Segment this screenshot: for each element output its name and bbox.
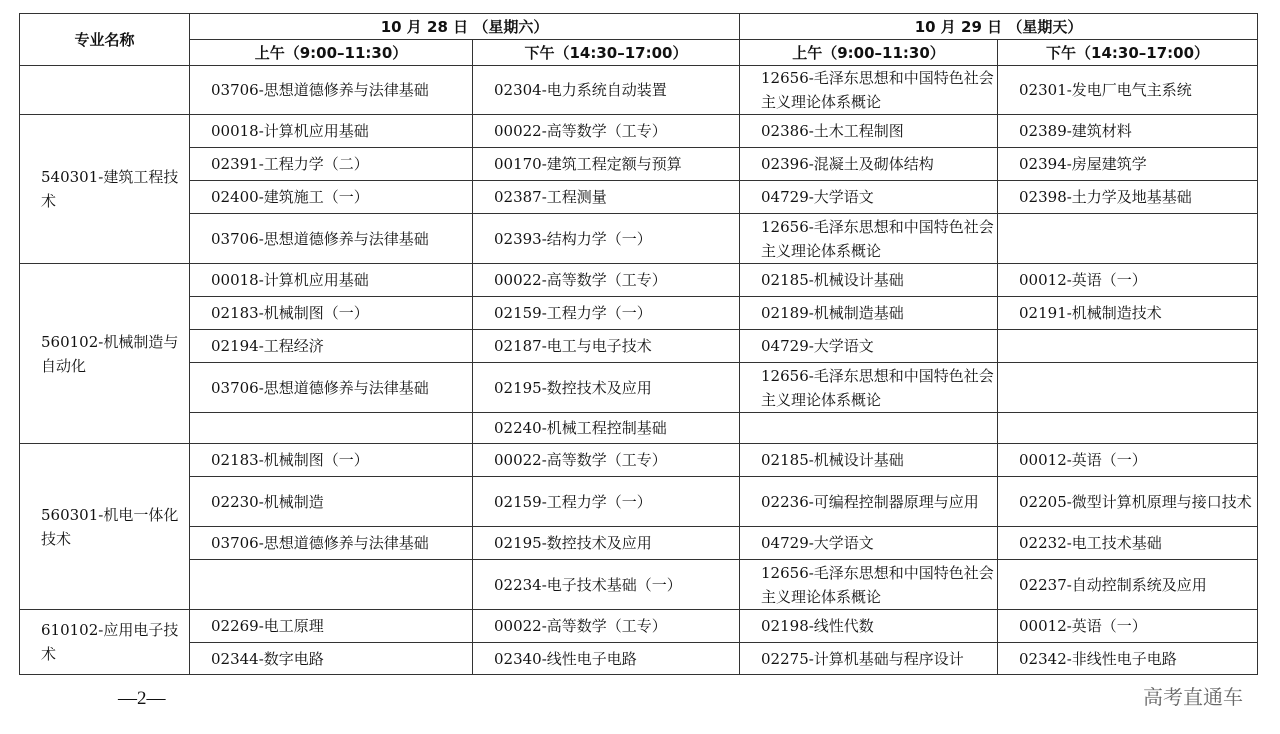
course-cell: 02394-房屋建筑学 xyxy=(998,148,1258,181)
course-cell: 02195-数控技术及应用 xyxy=(473,363,740,413)
course-cell: 02275-计算机基础与程序设计 xyxy=(740,643,998,675)
major-cell: 560102-机械制造与自动化 xyxy=(20,264,190,444)
course-cell: 02342-非线性电子电路 xyxy=(998,643,1258,675)
course-cell: 02159-工程力学（一） xyxy=(473,477,740,527)
course-cell: 02386-土木工程制图 xyxy=(740,115,998,148)
course-cell xyxy=(190,413,473,444)
course-cell: 00022-高等数学（工专） xyxy=(473,444,740,477)
course-cell: 02301-发电厂电气主系统 xyxy=(998,66,1258,115)
table-row xyxy=(20,66,1258,115)
course-cell: 02187-电工与电子技术 xyxy=(473,330,740,363)
day1-am-header: 上午（9:00–11:30） xyxy=(190,40,473,66)
table-row xyxy=(20,444,1258,477)
course-cell: 02185-机械设计基础 xyxy=(740,444,998,477)
table-row xyxy=(20,527,1258,560)
course-cell: 02237-自动控制系统及应用 xyxy=(998,560,1258,610)
course-cell: 00022-高等数学（工专） xyxy=(473,610,740,643)
day1-pm-header: 下午（14:30–17:00） xyxy=(473,40,740,66)
table-row xyxy=(20,148,1258,181)
major-cell: 560301-机电一体化技术 xyxy=(20,444,190,610)
course-cell: 12656-毛泽东思想和中国特色社会主义理论体系概论 xyxy=(740,214,998,264)
table-row xyxy=(20,477,1258,527)
course-cell: 02396-混凝土及砌体结构 xyxy=(740,148,998,181)
course-cell: 02344-数字电路 xyxy=(190,643,473,675)
table-row xyxy=(20,181,1258,214)
table-row xyxy=(20,214,1258,264)
course-cell: 02393-结构力学（一） xyxy=(473,214,740,264)
table-row xyxy=(20,610,1258,643)
course-cell: 00012-英语（一） xyxy=(998,444,1258,477)
course-cell: 02232-电工技术基础 xyxy=(998,527,1258,560)
course-cell: 02195-数控技术及应用 xyxy=(473,527,740,560)
course-cell: 02387-工程测量 xyxy=(473,181,740,214)
major-cell: 540301-建筑工程技术 xyxy=(20,115,190,264)
course-cell: 00012-英语（一） xyxy=(998,610,1258,643)
course-cell: 02230-机械制造 xyxy=(190,477,473,527)
course-cell: 00022-高等数学（工专） xyxy=(473,264,740,297)
course-cell: 02159-工程力学（一） xyxy=(473,297,740,330)
exam-schedule-table xyxy=(19,13,1258,675)
course-cell: 03706-思想道德修养与法律基础 xyxy=(190,527,473,560)
course-cell: 02389-建筑材料 xyxy=(998,115,1258,148)
course-cell: 02391-工程力学（二） xyxy=(190,148,473,181)
course-cell: 00022-高等数学（工专） xyxy=(473,115,740,148)
course-cell: 03706-思想道德修养与法律基础 xyxy=(190,363,473,413)
table-row xyxy=(20,363,1258,413)
course-cell: 02340-线性电子电路 xyxy=(473,643,740,675)
course-cell xyxy=(998,413,1258,444)
course-cell xyxy=(190,560,473,610)
day2-pm-header: 下午（14:30–17:00） xyxy=(998,40,1258,66)
course-cell: 02198-线性代数 xyxy=(740,610,998,643)
course-cell: 02234-电子技术基础（一） xyxy=(473,560,740,610)
major-cell: 610102-应用电子技术 xyxy=(20,610,190,675)
table-row xyxy=(20,297,1258,330)
course-cell: 02240-机械工程控制基础 xyxy=(473,413,740,444)
course-cell xyxy=(740,413,998,444)
day2-am-header: 上午（9:00–11:30） xyxy=(740,40,998,66)
course-cell: 02269-电工原理 xyxy=(190,610,473,643)
course-cell: 02304-电力系统自动装置 xyxy=(473,66,740,115)
course-cell: 02191-机械制造技术 xyxy=(998,297,1258,330)
course-cell: 03706-思想道德修养与法律基础 xyxy=(190,214,473,264)
course-cell: 12656-毛泽东思想和中国特色社会主义理论体系概论 xyxy=(740,66,998,115)
table-row xyxy=(20,560,1258,610)
table-row xyxy=(20,115,1258,148)
course-cell: 02398-土力学及地基基础 xyxy=(998,181,1258,214)
course-cell: 04729-大学语文 xyxy=(740,181,998,214)
course-cell xyxy=(998,330,1258,363)
table-row xyxy=(20,264,1258,297)
watermark: 高考直通车 xyxy=(1143,685,1243,709)
day2-header: 10 月 29 日 （星期天） xyxy=(740,14,1258,40)
course-cell: 00018-计算机应用基础 xyxy=(190,264,473,297)
course-cell: 00170-建筑工程定额与预算 xyxy=(473,148,740,181)
course-cell xyxy=(998,363,1258,413)
course-cell: 02205-微型计算机原理与接口技术 xyxy=(998,477,1258,527)
course-cell: 04729-大学语文 xyxy=(740,330,998,363)
course-cell: 02400-建筑施工（一） xyxy=(190,181,473,214)
course-cell: 12656-毛泽东思想和中国特色社会主义理论体系概论 xyxy=(740,363,998,413)
day1-header: 10 月 28 日 （星期六） xyxy=(190,14,740,40)
course-cell xyxy=(998,214,1258,264)
course-cell: 03706-思想道德修养与法律基础 xyxy=(190,66,473,115)
major-cell xyxy=(20,66,190,115)
table-row xyxy=(20,330,1258,363)
page-number: —2— xyxy=(118,688,166,709)
course-cell: 02185-机械设计基础 xyxy=(740,264,998,297)
table-row xyxy=(20,413,1258,444)
table-row xyxy=(20,643,1258,675)
course-cell: 04729-大学语文 xyxy=(740,527,998,560)
course-cell: 02236-可编程控制器原理与应用 xyxy=(740,477,998,527)
course-cell: 00012-英语（一） xyxy=(998,264,1258,297)
course-cell: 00018-计算机应用基础 xyxy=(190,115,473,148)
course-cell: 02194-工程经济 xyxy=(190,330,473,363)
course-cell: 02183-机械制图（一） xyxy=(190,297,473,330)
course-cell: 02183-机械制图（一） xyxy=(190,444,473,477)
major-column-header: 专业名称 xyxy=(20,14,190,66)
course-cell: 12656-毛泽东思想和中国特色社会主义理论体系概论 xyxy=(740,560,998,610)
course-cell: 02189-机械制造基础 xyxy=(740,297,998,330)
